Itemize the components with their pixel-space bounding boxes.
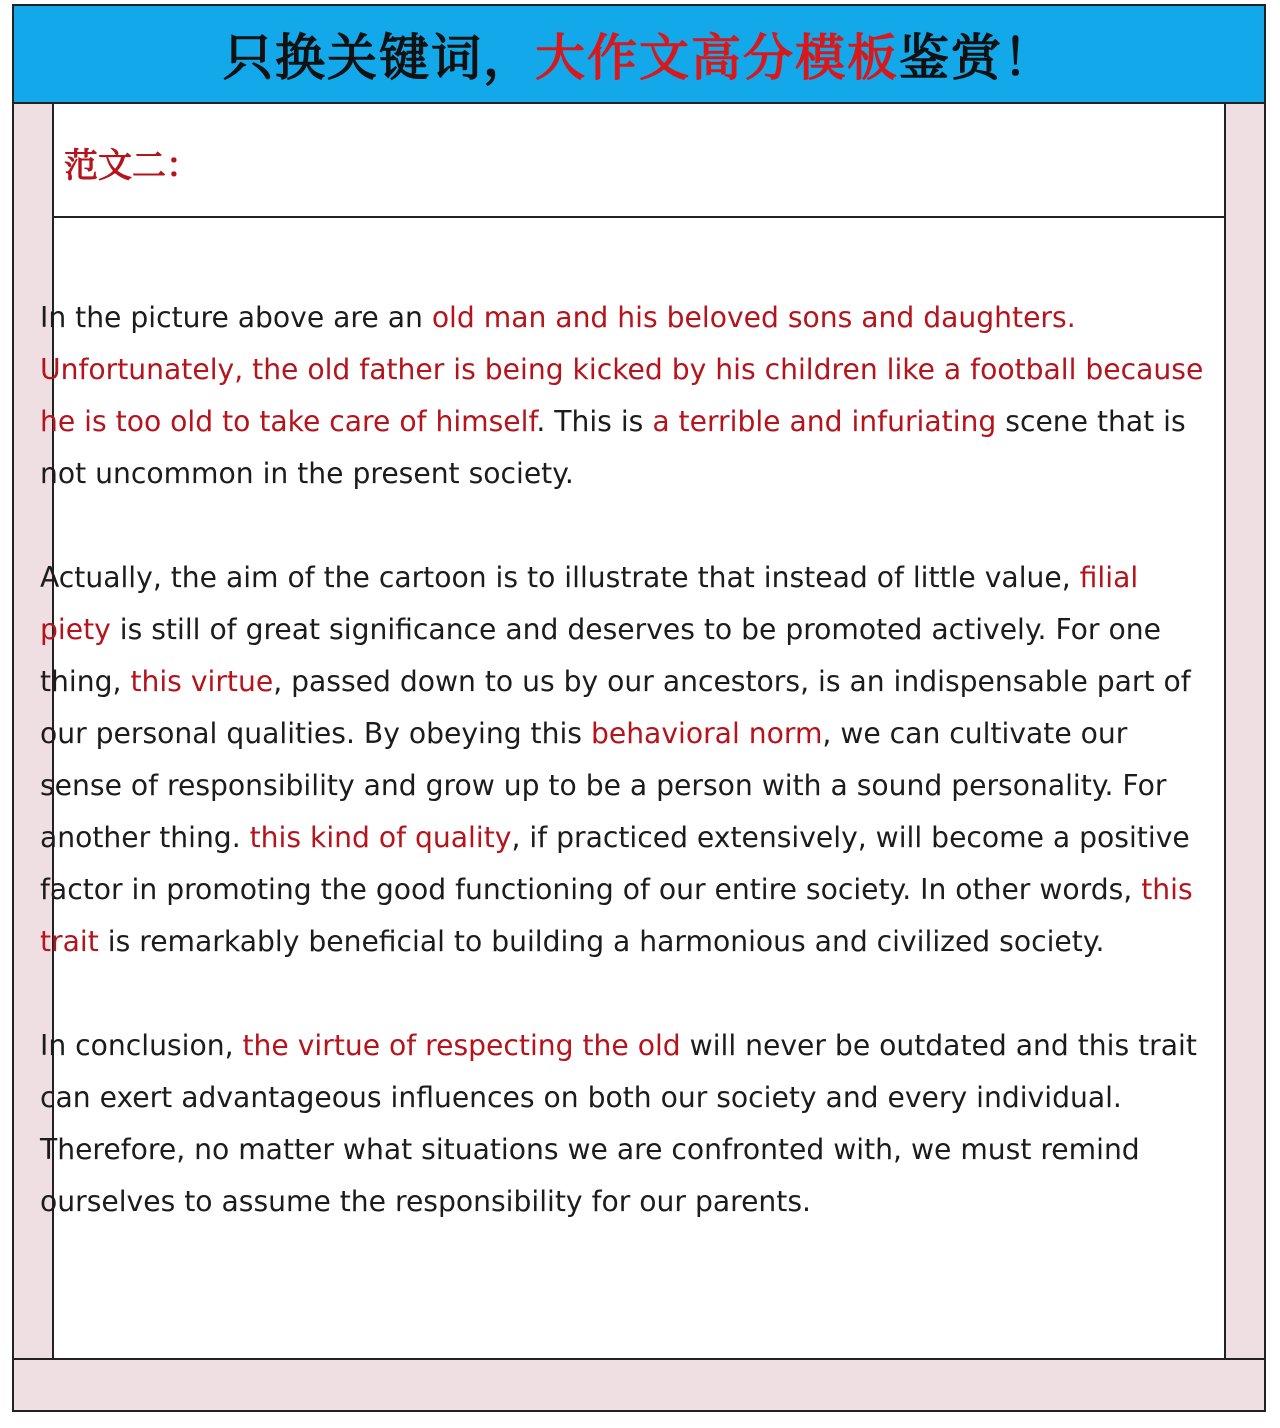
text-run: , we can cultivate our sense of responsibility and grow up to be a person with a sound personality. For another thing.: [40, 717, 1167, 854]
keyword-highlight: behavioral norm: [590, 717, 823, 750]
keyword-highlight: old man and his beloved sons and daughters. Unfortunately, the old father is being kicked by his children like a football because he is too old to take care of himself: [40, 301, 1204, 438]
section-label: 范文二：: [64, 146, 200, 186]
right-border-strip: [1224, 104, 1264, 1361]
text-run: is remarkably beneficial to building a harmonious and civilized society.: [98, 925, 1105, 958]
section-label-area: [54, 104, 1226, 218]
keyword-highlight: this trait: [40, 873, 1193, 958]
text-run: In the picture above are an: [40, 301, 432, 334]
title-banner: [14, 6, 1264, 104]
text-run: is still of great significance and deserves to be promoted actively. For one thing,: [40, 613, 1161, 698]
essay-body: [40, 292, 1214, 1280]
keyword-highlight: the virtue of respecting the old: [242, 1029, 681, 1062]
title-prefix: 只换关键词，: [223, 29, 535, 87]
keyword-highlight: a terrible and infuriating: [652, 405, 997, 438]
page-title: [223, 18, 1055, 90]
text-run: Actually, the aim of the cartoon is to illustrate that instead of little value,: [40, 561, 1080, 594]
essay-paragraph-2: [40, 552, 1214, 968]
text-run: In conclusion,: [40, 1029, 243, 1062]
keyword-highlight: filial piety: [40, 561, 1139, 646]
text-run: will never be outdated and this trait can exert advantageous influences on both our society and every individual. Therefore, no matter what situations we are confronted with, we must remind ourselves to assume the responsibility for our parents.: [40, 1029, 1197, 1218]
keyword-highlight: this virtue: [130, 665, 274, 698]
text-run: , if practiced extensively, will become a positive factor in promoting the good functioning of our entire society. In other words,: [40, 821, 1190, 906]
essay-paragraph-1: [40, 292, 1214, 500]
title-highlight: 大作文高分模板: [535, 29, 899, 87]
title-suffix: 鉴赏！: [899, 29, 1055, 87]
text-run: . This is: [536, 405, 653, 438]
keyword-highlight: this kind of quality: [249, 821, 512, 854]
bottom-border-strip: [14, 1358, 1264, 1410]
text-run: scene that is not uncommon in the present society.: [40, 405, 1186, 490]
essay-paragraph-3: [40, 1020, 1214, 1228]
text-run: , passed down to us by our ancestors, is an indispensable part of our personal qualities. By obeying this: [40, 665, 1191, 750]
